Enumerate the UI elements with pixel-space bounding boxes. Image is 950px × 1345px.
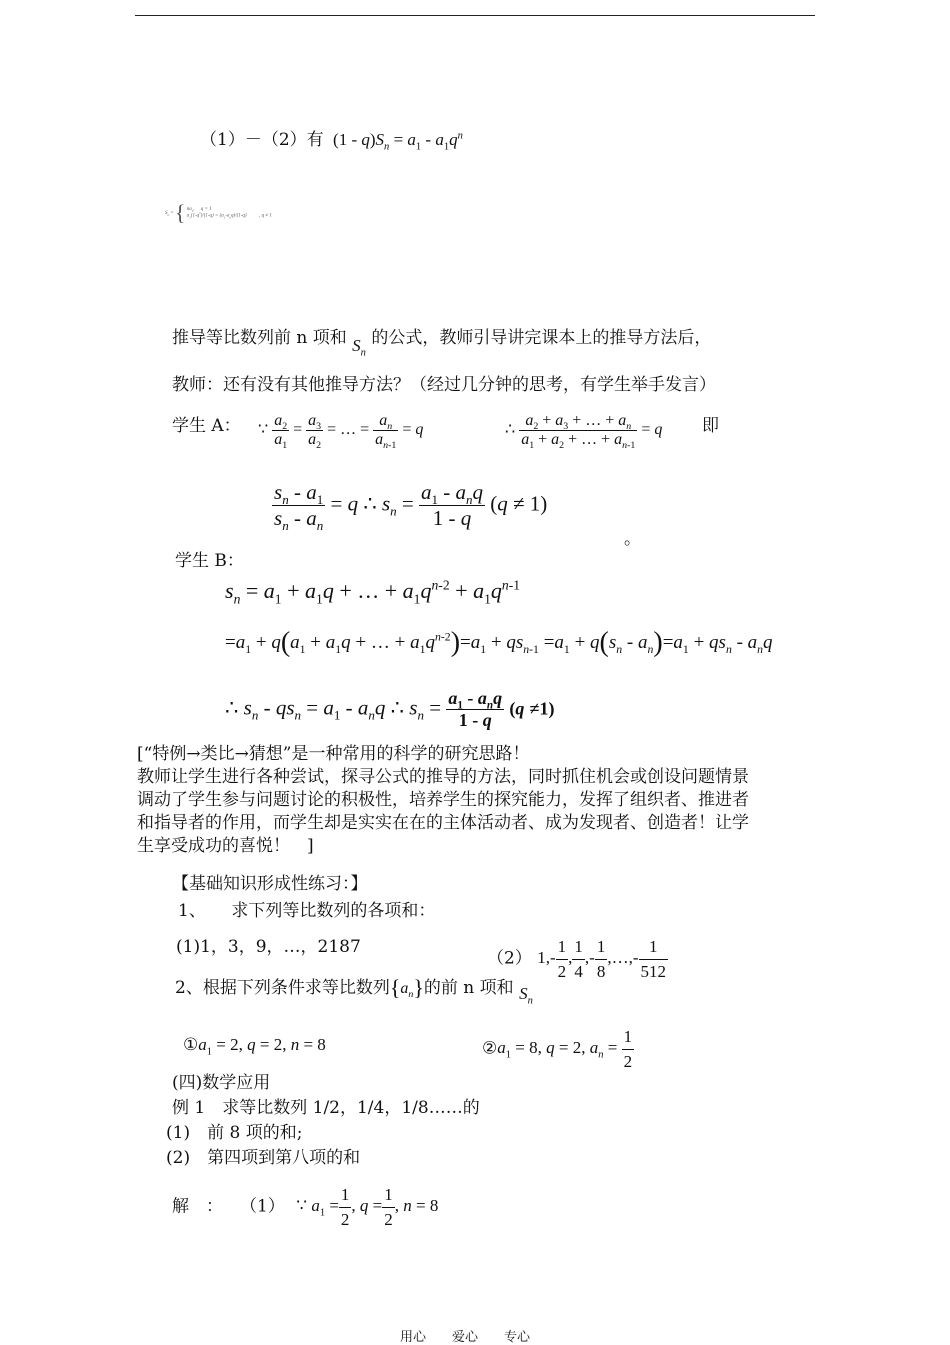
sum-formula-piecewise: $S_n$ = { $na_1$, q = 1 $a_1(1-q^n)/(1-q) = (a_1-a_nq)/(1-q)$ , q ≠ 1 bbox=[165, 200, 272, 225]
question-2: (2) 第四项到第八项的和 bbox=[166, 1148, 361, 1168]
teaching-commentary bbox=[137, 743, 827, 858]
exercise-2-condition-2: $②a_1 = 8$, q = 2, $a_n$ = $\frac{1}{2}$ bbox=[482, 1027, 633, 1071]
exercise-2-condition-1: $①a_1 = 2$, q = 2, n = 8 bbox=[183, 1035, 326, 1058]
exercise-1-item-1: (1)1，3，9，…，2187 bbox=[176, 937, 361, 957]
page-footer: 用心 爱心 专心 bbox=[400, 1330, 531, 1345]
exercise-2-text-2: 的前 n 项和 bbox=[423, 978, 514, 998]
student-b-result: ∴ $s_n - qs_n = a_1 - a_nq$ ∴ $s_n$ = $\frac{a_1 - a_nq}{1 - q}$ (q ≠1) bbox=[225, 688, 555, 730]
sequence-an: $\{a_n\}$ bbox=[389, 975, 424, 1001]
period-mark: 。 bbox=[624, 529, 641, 549]
commentary-line: 教师让学生进行各种尝试，探寻公式的推导的方法，同时抓住机会或创设问题情景 bbox=[137, 767, 749, 787]
commentary-line: 生享受成功的喜悦！ ] bbox=[137, 836, 314, 856]
commentary-line: 和指导者的作用，而学生却是实实在在的主体活动者、成为发现者、创造者！让学 bbox=[137, 813, 749, 833]
question-1: (1) 前 8 项的和; bbox=[166, 1123, 303, 1143]
student-b-label: 学生 B： bbox=[175, 551, 244, 571]
exercise-1-label: 1、 求下列等比数列的各项和： bbox=[178, 901, 436, 921]
ji-text: 即 bbox=[702, 416, 719, 436]
derivation-prefix: （1）－（2）有 bbox=[200, 130, 324, 150]
student-b-regroup: $=a_1 + q(a_1 + a_1q$ + … + $a_1q^{n-2})=a_1 + qs_{n-1} =a_1 + q(s_n - a_n)=a_1 + qs_n - a_nq$ bbox=[225, 627, 773, 658]
section-basic-practice: 【基础知识形成性练习：】 bbox=[172, 874, 368, 894]
commentary-line: [“特例→类比→猜想”是一种常用的科学的研究思路！ bbox=[137, 744, 530, 764]
solution-label: 解 ： （1） bbox=[172, 1196, 285, 1217]
circled-two: ② bbox=[482, 1038, 498, 1059]
exercise-2-text-1: 2、根据下列条件求等比数列 bbox=[175, 978, 390, 998]
student-a-result: $\frac{s_n - a_1}{s_n - a_n}$ = q ∴ $s_n$ = $\frac{a_1 - a_nq}{1 - q}$ (q ≠ 1) bbox=[274, 480, 548, 534]
top-rule bbox=[135, 15, 815, 16]
solution-line bbox=[172, 1183, 438, 1232]
derivation-line bbox=[200, 128, 463, 152]
solution-given: ∵ $a_1$ = $\frac{1}{2}$ , q = $\frac{1}{2}$ , n = 8 bbox=[296, 1185, 439, 1229]
student-b-expansion: $s_n = a_1 + a_1q$ + … + $a_1q^{n-2} + a_1q^{n-1}$ bbox=[225, 577, 521, 607]
intro-text-1: 推导等比数列前 n 项和 bbox=[172, 328, 347, 348]
exercise-1-item-2-sequence: 1,- $\frac{1}{2}$ , $\frac{1}{4}$ ,- $\frac{1}{8}$ ,…,- $\frac{1}{512}$ bbox=[537, 937, 666, 981]
intro-text-2: 的公式，教师引导讲完课本上的推导方法后， bbox=[371, 328, 712, 348]
student-a-ratio-formula: ∵ $\frac{a_2}{a_1}$ = $\frac{a_3}{a_2}$ = … = $\frac{a_n}{a_{n-1}}$ = q bbox=[258, 412, 424, 452]
sn-symbol: $S_n$ bbox=[352, 336, 366, 359]
commentary-line: 调动了学生参与问题讨论的积极性，培养学生的探究能力，发挥了组织者、推进者 bbox=[137, 790, 749, 810]
student-a-label: 学生 A： bbox=[172, 416, 241, 436]
intro-line bbox=[172, 326, 712, 359]
formula-difference: $(1 - q)S_n = a_1 - a_1q^n$ bbox=[333, 130, 463, 153]
teacher-question: 教师：还有没有其他推导方法？（经过几分钟的思考，有学生举手发言） bbox=[172, 375, 716, 395]
circled-one: ① bbox=[183, 1035, 199, 1055]
exercise-2-line bbox=[175, 975, 533, 1007]
exercise-1-item-2-label: （2） bbox=[487, 948, 532, 969]
sn-symbol: $S_n$ bbox=[519, 984, 533, 1007]
example-1: 例 1 求等比数列 1/2，1/4，1/8……的 bbox=[172, 1098, 480, 1118]
student-a-sum-ratio: ∴ $\frac{a_2 + a_3 + \dots + a_n}{a_1 + a_2 + \dots + a_{n-1}}$ = q bbox=[505, 412, 663, 452]
section-math-application: (四)数学应用 bbox=[172, 1073, 271, 1093]
